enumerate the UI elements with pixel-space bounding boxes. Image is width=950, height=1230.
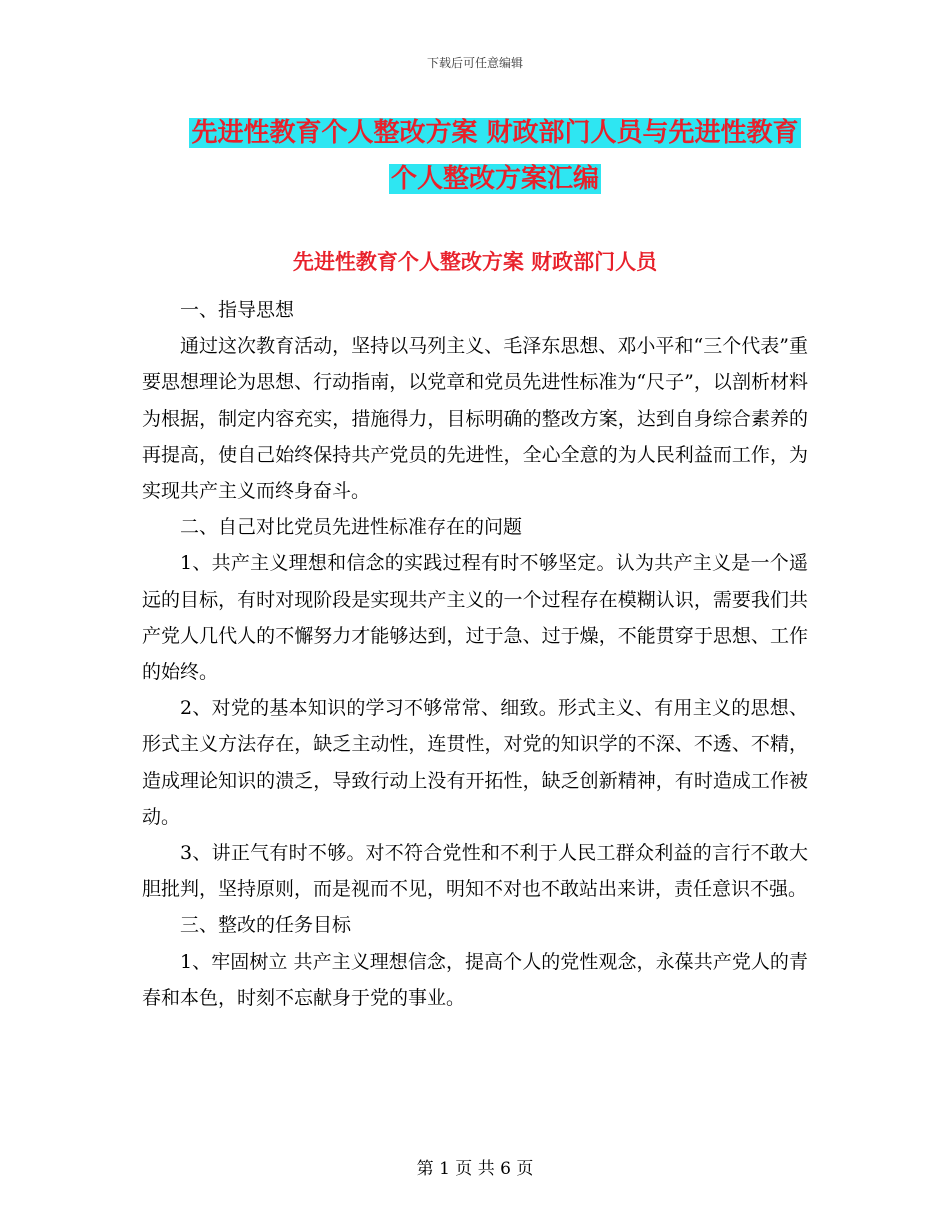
paragraph: 2、对党的基本知识的学习不够常常、细致。形式主义、有用主义的思想、形式主义方法存在，缺乏主动性，连贯性，对党的知识学的不深、不透、不精，造成理论知识的溃乏，导致行动上没有开拓性，缺乏创新精神，有时造成工作被动。 [142, 697, 808, 828]
document-title [140, 110, 850, 202]
paragraph: 1、牢固树立 共产主义理想信念，提高个人的党性观念，永葆共产党人的青春和本色，时刻不忘献身于党的事业。 [142, 950, 808, 1009]
section-title: 先进性教育个人整改方案 财政部门人员 [292, 250, 658, 274]
paragraph: 3、讲正气有时不够。对不符合党性和不利于人民工群众利益的言行不敢大胆批判，坚持原则，而是视而不见，明知不对也不敢站出来讲，责任意识不强。 [142, 842, 808, 901]
heading-rectification-goals: 三、整改的任务目标 [180, 914, 352, 937]
page-footer: 第 1 页 共 6 页 [416, 1159, 534, 1179]
heading-guiding-thought: 一、指导思想 [180, 299, 295, 321]
paragraph: 1、共产主义理想和信念的实践过程有时不够坚定。认为共产主义是一个遥远的目标，有时对现阶段是实现共产主义的一个过程存在模糊认识，需要我们共产党人几代人的不懈努力才能够达到，过于急、过于燥，不能贯穿于思想、工作的始终。 [142, 552, 808, 684]
paragraph: 通过这次教育活动，坚持以马列主义、毛泽东思想、邓小平和“三个代表”重要思想理论为思想、行动指南，以党章和党员先进性标准为“尺子”，以剖析材料为根据，制定内容充实，措施得力，目标明确的整改方案，达到自身综合素养的再提高，使自己始终保持共产党员的先进性，全心全意的为人民利益而工作，为实现共产主义而终身奋斗。 [142, 335, 808, 503]
header-note: 下载后可任意编辑 [426, 56, 523, 70]
document-body [142, 292, 808, 1016]
document-title-line-1: 先进性教育个人整改方案 财政部门人员与先进性教育 [191, 118, 799, 148]
document-title-line-2: 个人整改方案汇编 [390, 164, 599, 194]
heading-existing-problems: 二、自己对比党员先进性标准存在的问题 [180, 516, 523, 539]
